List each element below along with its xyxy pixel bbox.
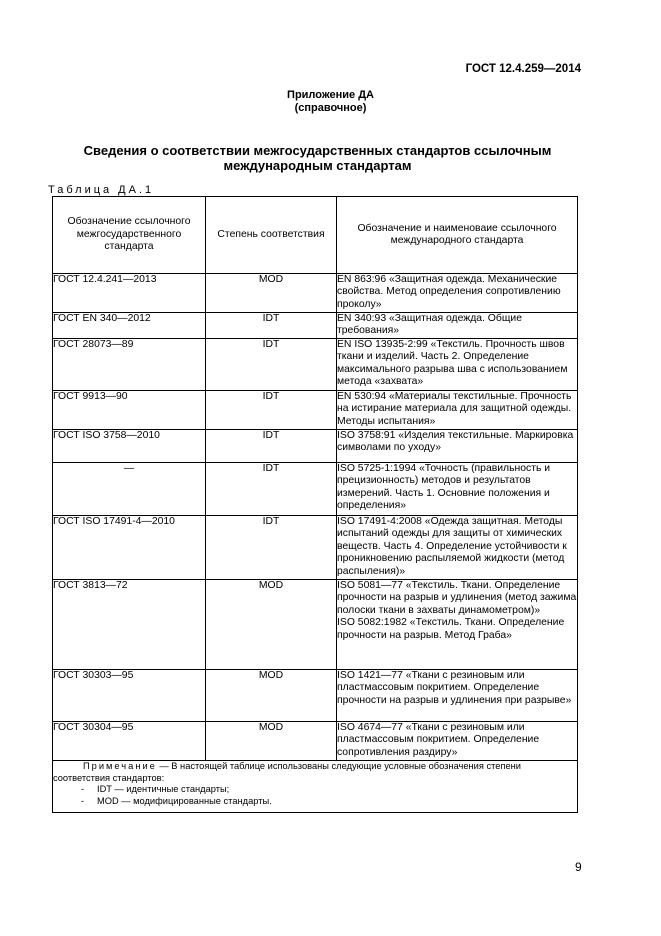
national-standard-cell: — bbox=[53, 463, 206, 516]
national-standard-cell: ГОСТ 30304—95 bbox=[53, 722, 206, 761]
national-standard-cell: ГОСТ 12.4.241—2013 bbox=[53, 274, 206, 313]
international-standard-cell: ISO 4674—77 «Ткани с резиновым или пластмассовым покритием. Определение сопротивления раздиру» bbox=[337, 722, 578, 761]
table-caption: Таблица ДА.1 bbox=[48, 184, 155, 196]
national-standard-cell: ГОСТ 28073—89 bbox=[53, 339, 206, 391]
international-standard-text-extra: ISO 5082:1982 «Текстиль. Ткани. Определение прочности на разрыв. Метод Граба» bbox=[337, 617, 565, 641]
degree-cell: MOD bbox=[206, 670, 337, 722]
page-number: 9 bbox=[575, 860, 582, 874]
note-lead: Примечание bbox=[83, 761, 157, 771]
table-row bbox=[53, 339, 578, 391]
table-row bbox=[53, 516, 578, 580]
table-row bbox=[53, 274, 578, 313]
international-standard-cell: ISO 17491-4:2008 «Одежда защитная. Методы испытаний одежды для защиты от химических веществ. Часть 4. Определение устойчивости к проникновению распыляемой жидкости (метод распыления)» bbox=[337, 516, 578, 580]
table-note bbox=[53, 761, 578, 813]
table-row bbox=[53, 463, 578, 516]
table-row bbox=[53, 313, 578, 339]
header-degree: Степень соответствия bbox=[206, 197, 337, 274]
international-standard-cell: ISO 3758:91 «Изделия текстильные. Маркировка символами по уходу» bbox=[337, 430, 578, 463]
international-standard-text: ISO 5081—77 «Текстиль. Ткани. Определение прочности на разрыв и удлинения (метод зажима полоски ткани в захваты динамометром)» bbox=[337, 580, 577, 616]
international-standard-cell: EN 530:94 «Материалы текстильные. Прочность на истирание материала для защитной одежды. Методы испытания» bbox=[337, 391, 578, 430]
note-item-text: MOD — модифицированные стандарты. bbox=[97, 795, 272, 806]
national-standard-cell: ГОСТ 3813—72 bbox=[53, 580, 206, 670]
degree-cell: IDT bbox=[206, 430, 337, 463]
international-standard-cell: ISO 5725-1:1994 «Точность (правильность и прецизионность) методов и результатов измерений. Часть 1. Основние положения и определения» bbox=[337, 463, 578, 516]
international-standard-cell: ISO 1421—77 «Ткани с резиновым или пластмассовым покритием. Определение прочности на разрыв и удлинения при разрыве» bbox=[337, 670, 578, 722]
appendix-subtitle: (справочное) bbox=[294, 102, 367, 114]
note-item-text: IDT — идентичные стандарты; bbox=[97, 784, 230, 794]
international-standard-cell: EN ISO 13935-2:99 «Текстиль. Прочность швов ткани и изделий. Часть 2. Определение максимального разрыва шва с использованием метода «захвата» bbox=[337, 339, 578, 391]
appendix-heading bbox=[0, 89, 661, 115]
correspondence-table bbox=[52, 196, 578, 813]
table-header-row bbox=[53, 197, 578, 274]
table-row bbox=[53, 670, 578, 722]
section-title: Сведения о соответствии межгосударственных стандартов ссылочным международным стандартам bbox=[83, 143, 552, 173]
degree-cell: MOD bbox=[206, 722, 337, 761]
international-standard-cell: EN 340:93 «Защитная одежда. Общие требования» bbox=[337, 313, 578, 339]
note-text: — В настоящей таблице использованы следующие условные обозначения степени соответствия стандартов: bbox=[53, 761, 521, 783]
national-standard-cell: ГОСТ 9913—90 bbox=[53, 391, 206, 430]
degree-cell: IDT bbox=[206, 516, 337, 580]
note-list-item bbox=[53, 796, 577, 808]
note-dash: - bbox=[81, 795, 85, 806]
degree-cell: IDT bbox=[206, 339, 337, 391]
national-standard-cell: ГОСТ EN 340—2012 bbox=[53, 313, 206, 339]
table-row bbox=[53, 430, 578, 463]
national-standard-cell: ГОСТ 30303—95 bbox=[53, 670, 206, 722]
table-row bbox=[53, 391, 578, 430]
degree-cell: IDT bbox=[206, 463, 337, 516]
national-standard-cell: ГОСТ ISO 17491-4—2010 bbox=[53, 516, 206, 580]
header-international-standard: Обозначение и наименоваие ссылочного международного стандарта bbox=[337, 197, 578, 274]
note-paragraph bbox=[53, 761, 577, 784]
document-code: ГОСТ 12.4.259—2014 bbox=[465, 63, 581, 75]
note-dash: - bbox=[81, 784, 85, 794]
appendix-title: Приложение ДА bbox=[287, 89, 374, 101]
degree-cell: IDT bbox=[206, 391, 337, 430]
international-standard-cell: EN 863:96 «Защитная одежда. Механические свойства. Метод определения сопротивлению проколу» bbox=[337, 274, 578, 313]
table-row bbox=[53, 580, 578, 670]
degree-cell: IDT bbox=[206, 313, 337, 339]
international-standard-cell bbox=[337, 580, 578, 670]
header-national-standard: Обозначение ссылочного межгосударственного стандарта bbox=[53, 197, 206, 274]
degree-cell: MOD bbox=[206, 580, 337, 670]
note-list-item bbox=[53, 784, 577, 796]
degree-cell: MOD bbox=[206, 274, 337, 313]
national-standard-cell: ГОСТ ISO 3758—2010 bbox=[53, 430, 206, 463]
table-row bbox=[53, 722, 578, 761]
table-note-row bbox=[53, 761, 578, 813]
